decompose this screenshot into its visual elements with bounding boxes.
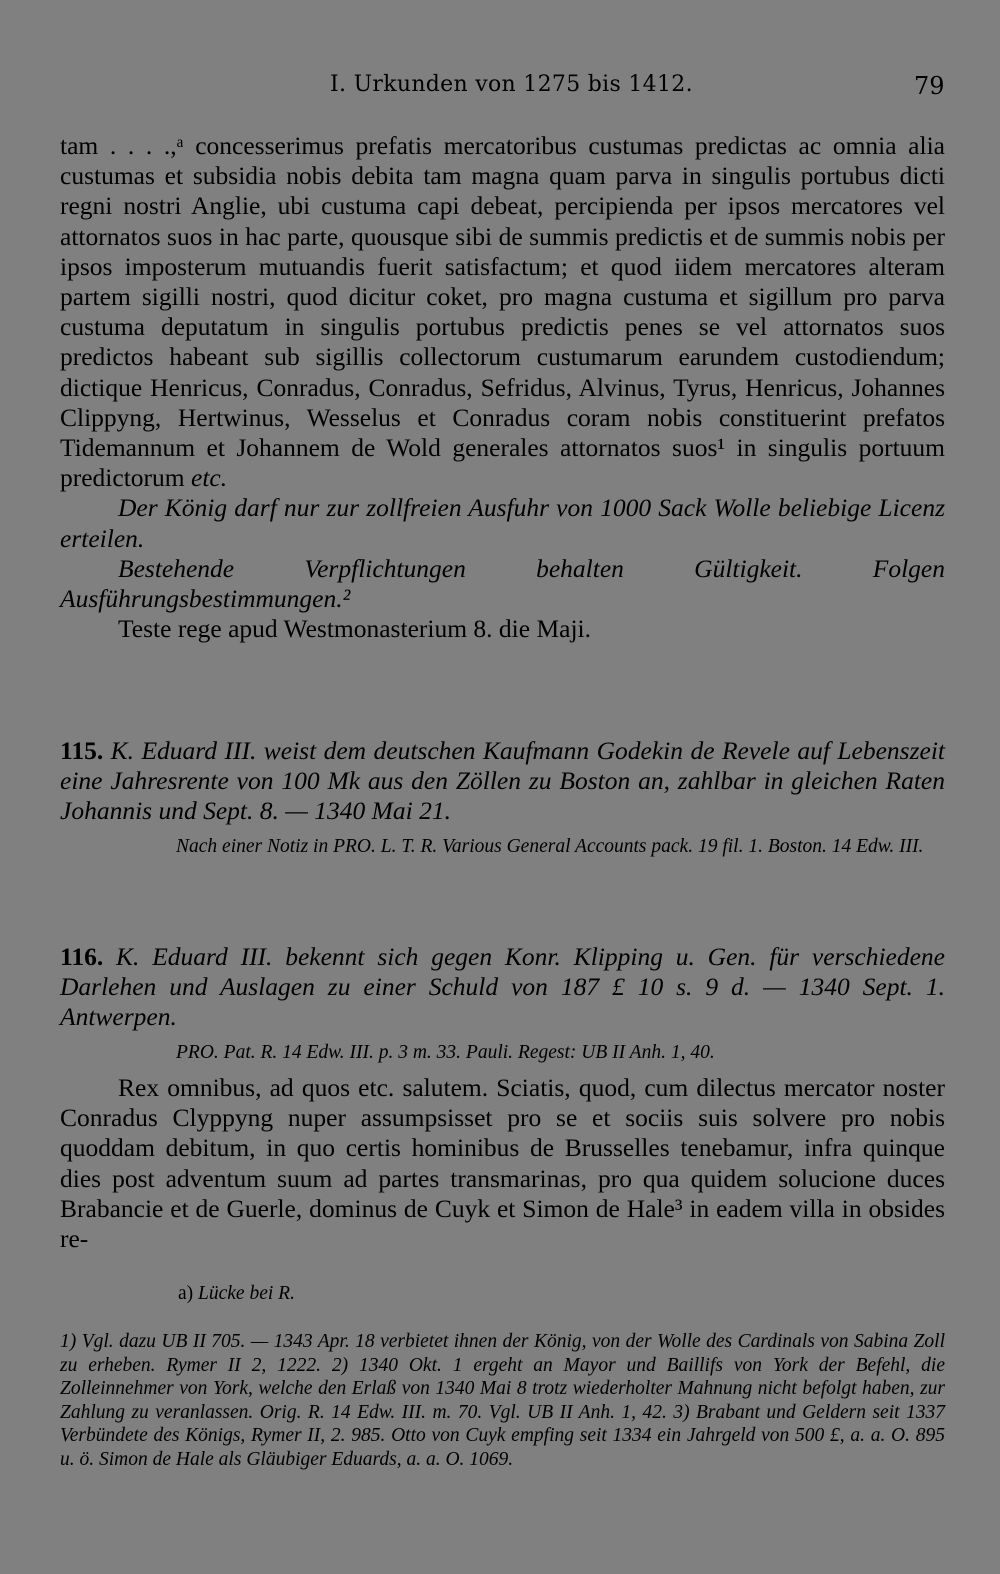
entry-116 [60,942,945,1065]
footnote-text: 1) Vgl. dazu UB II 705. — 1343 Apr. 18 verbietet ihnen der König, von der Wolle des Cardinals von Sabina Zoll zu erheben. Rymer II 2, 1222. 2) 1340 Okt. 1 ergeht an Mayor und Baillifs von York der Befehl, die Zolleinnehmer von York, welche den Erlaß von 1340 Mai 8 trotz wiederholter Mahnung nicht befolgt haben, zur Zahlung zu veranlassen. Orig. R. 14 Edw. III. m. 70. Vgl. UB II Anh. 1, 42. 3) Brabant und Geldern seit 1337 Verbündete des Königs, Rymer II, 2. 985. Otto von Cuyk empfing seit 1334 ein Jahrgeld von 500 £, a. a. O. 895 u. ö. Simon de Hale als Gläubiger Eduards, a. a. O. 1069. [60,1331,945,1470]
summary-2: Bestehende Verpflichtungen behalten Gültigkeit. Folgen Ausführungsbestimmungen.² [60,553,945,614]
continuation-paragraph: tam . . . .,ᵃ concesserimus prefatis mercatoribus custumas predictas ac omnia alia custumas et subsidia nobis debita tam magna quam parva in singulis portubus dicti regni nostri Anglie, ubi custuma capi debeat, percipienda per ipsos mercatores vel attornatos suos in hac parte, quousque sibi de summis predictis et de summis nobis per ipsos imposterum mutuandis fuerit satisfactum; et quod iidem mercatores alteram partem sigilli nostri, quod dicitur coket, pro magna custuma et sigillum pro parva custuma deputatum in singulis portubus predictis penes se vel attornatos suos predictos habeant sub sigillis collectorum custumarum earundem custodiendum; dictique Henricus, Conradus, Conradus, Sefridus, Alvinus, Tyrus, Henricus, Johannes Clippyng, Hertwinus, Wesselus et Conradus coram nobis constituerint prefatos Tidemannum et Johannem de Wold generales attornatos suos¹ in singulis portuum predictorum [60,131,945,493]
entry-regest: K. Eduard III. weist dem deutschen Kaufmann Godekin de Revele auf Lebenszeit eine Jahresrente von 100 Mk aus den Zöllen zu Boston an, zahlbar in gleichen Raten Johannis und Sept. 8. — 1340 Mai 21. [60,736,945,826]
document-body [60,1073,945,1254]
footnote-a-text: Lücke bei R. [198,1283,295,1304]
entry-115 [60,736,945,859]
etc-abbrev: etc. [191,463,228,493]
footnotes [60,1330,945,1471]
entry-number: 115. [60,736,104,765]
footnote-a [60,1283,945,1305]
document-paragraph: Rex omnibus, ad quos etc. salutem. Sciatis, quod, cum dilectus mercator noster Conradus Clyppyng nuper assumpsisset pro se et sociis suis solvere pro nobis quoddam debitum, in quo certis hominibus de Brusselles tenebamur, infra quinque dies post adventum suum ad partes transmarinas, pro qua quidem solucione duces Brabancie et de Guerle, dominus de Cuyk et Simon de Hale³ in eadem villa in obsides re- [60,1073,945,1254]
entry-regest: K. Eduard III. bekennt sich gegen Konr. Klipping u. Gen. für verschiedene Darlehen und Auslagen zu einer Schuld von 187 £ 10 s. 9 d. — 1340 Sept. 1. Antwerpen. [60,942,945,1032]
footnote-a-mark: a) [178,1283,194,1304]
page-number: 79 [914,72,945,100]
entry-source: Nach einer Notiz in PRO. L. T. R. Various General Accounts pack. 19 fil. 1. Boston. 14 Edw. III. [176,835,924,857]
running-head: I. Urkunden von 1275 bis 1412. [330,72,693,97]
page-header [0,68,1000,108]
entry-number: 116. [60,942,104,971]
entry-source: PRO. Pat. R. 14 Edw. III. p. 3 m. 33. Pauli. Regest: UB II Anh. 1, 40. [176,1041,715,1063]
summary-1: Der König darf nur zur zollfreien Ausfuhr von 1000 Sack Wolle beliebige Licenz erteilen. [60,493,945,553]
continuation-text [60,131,945,644]
teste-line: Teste rege apud Westmonasterium 8. die Maji. [118,614,591,644]
